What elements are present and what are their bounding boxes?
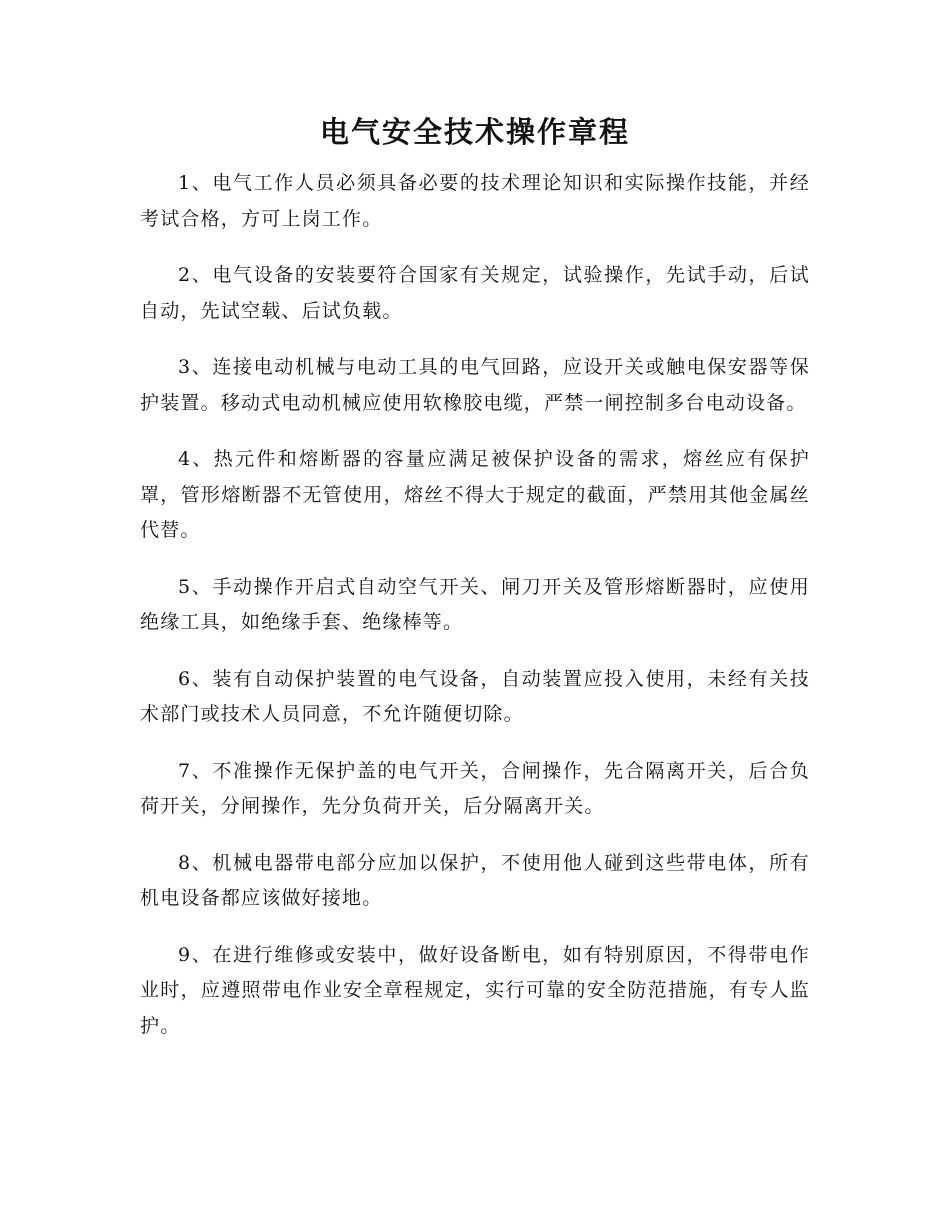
clause-list (140, 166, 810, 1044)
clause-9: 9、在进行维修或安装中，做好设备断电，如有特别原因，不得带电作业时，应遵照带电作业安全章程规定，实行可靠的安全防范措施，有专人监护。 (140, 943, 810, 1037)
clause-4: 4、热元件和熔断器的容量应满足被保护设备的需求，熔丝应有保护罩，管形熔断器不无管使用，熔丝不得大于规定的截面，严禁用其他金属丝代替。 (140, 448, 810, 541)
clause-5: 5、手动操作开启式自动空气开关、闸刀开关及管形熔断器时，应使用绝缘工具，如绝缘手套、绝缘棒等。 (140, 575, 810, 633)
clause-7: 7、不准操作无保护盖的电气开关，合闸操作，先合隔离开关，后合负荷开关，分闸操作，先分负荷开关，后分隔离开关。 (140, 759, 810, 817)
clause-3: 3、连接电动机械与电动工具的电气回路，应设开关或触电保安器等保护装置。移动式电动机械应使用软橡胶电缆，严禁一闸控制多台电动设备。 (140, 356, 810, 414)
clause-8: 8、机械电器带电部分应加以保护，不使用他人碰到这些带电体，所有机电设备都应该做好接地。 (140, 851, 810, 909)
document-title: 电气安全技术操作章程 (319, 115, 630, 149)
clause-2: 2、电气设备的安装要符合国家有关规定，试验操作，先试手动，后试自动，先试空载、后试负载。 (140, 264, 810, 322)
clause-6: 6、装有自动保护装置的电气设备，自动装置应投入使用，未经有关技术部门或技术人员同意，不允许随便切除。 (140, 667, 810, 725)
clause-1: 1、电气工作人员必须具备必要的技术理论知识和实际操作技能，并经考试合格，方可上岗工作。 (140, 172, 810, 230)
